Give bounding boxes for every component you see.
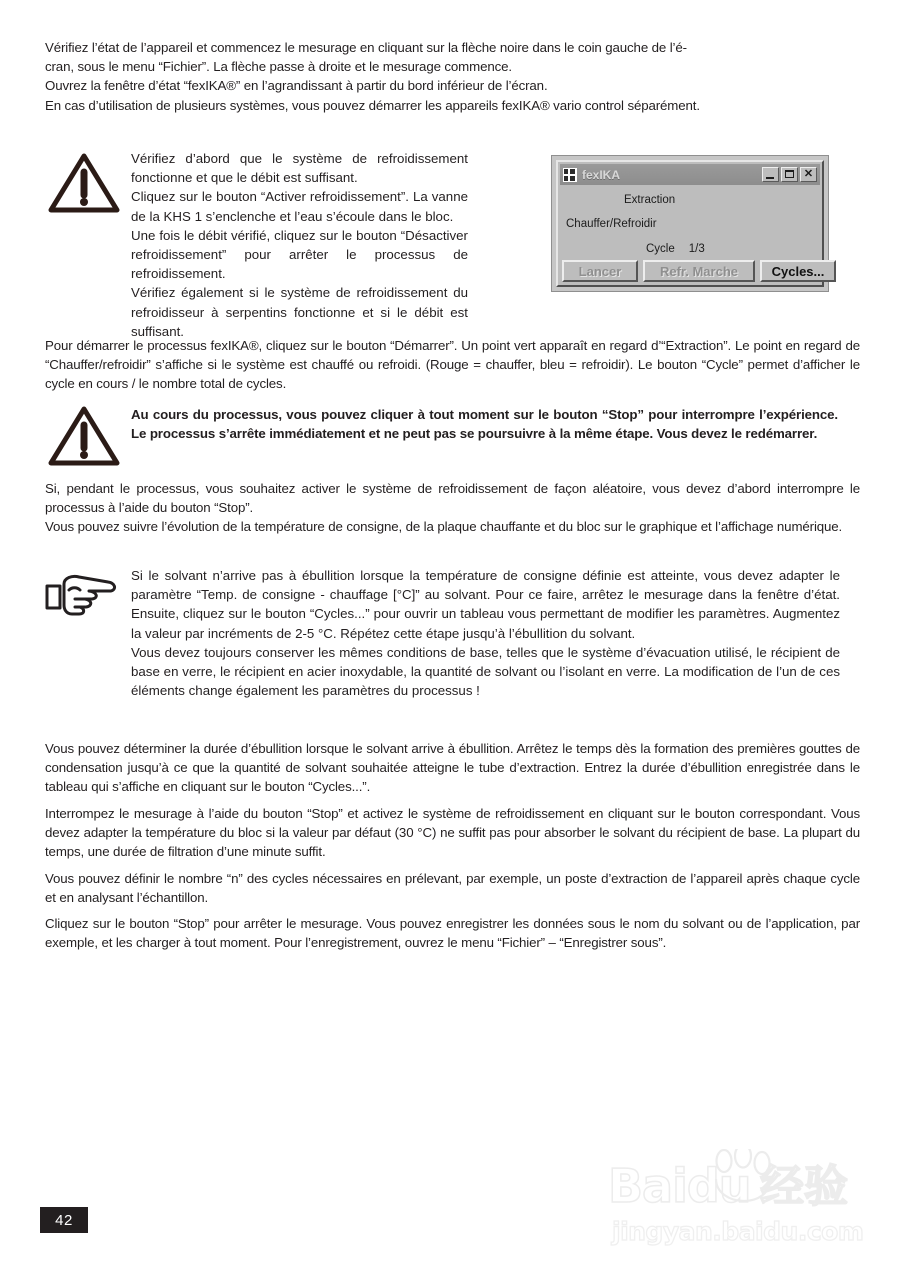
paragraph-7: Cliquez sur le bouton “Stop” pour arrêter le mesurage. Vous pouvez enregistrer les données sous le nom du solvant ou de l’application, par exemple, et les charger à tout moment. Pour l’enregistrement, ouvrez le menu “Fichier” – “Enregistrer sous”.: [45, 916, 860, 951]
cycle-value: 1/3: [688, 243, 705, 255]
cycles-button[interactable]: Cycles...: [760, 260, 836, 282]
pointing-hand-icon: [45, 574, 121, 620]
maximize-button[interactable]: [781, 167, 798, 182]
paragraph-5: Interrompez le mesurage à l’aide du bouton “Stop” et activez le système de refroidissement en cliquant sur le bouton correspondant. Vous devez adapter la température du bloc si la valeur par défaut (30 °C) ne suffit pas pour absorber le solvant du récipient de base. La plupart du temps, une durée de filtration d’une minute suffit.: [45, 806, 860, 860]
watermark-brand: [608, 1159, 751, 1213]
cycle-status-row: [646, 243, 705, 255]
intro-line-2: cran, sous le menu “Fichier”. La flèche passe à droite et le mesurage commence.: [45, 59, 512, 75]
minimize-button[interactable]: [762, 167, 779, 182]
watermark-url: jingyan.baidu.com: [612, 1217, 864, 1246]
intro-paragraph: [45, 38, 860, 115]
text-line: Cliquez sur le bouton “Activer refroidissement”. La vanne de la KHS 1 s’enclenche et l’eau s’écoule dans le bloc.: [131, 189, 468, 224]
heat-cool-status-label: Chauffer/Refroidir: [566, 218, 657, 230]
watermark-brand-prefix: Bai: [608, 1159, 687, 1213]
text-line: Vous devez toujours conserver les mêmes conditions de base, telles que le système d’évacuation utilisé, le récipient de base en verre, le récipient en acier inoxydable, la quantité de solvant ou l’isolant en verre. La modification de l’un de ces éléments change également les paramètres du processus !: [131, 644, 840, 699]
paragraph-3: [45, 479, 860, 537]
page-number: 42: [40, 1207, 88, 1233]
intro-line-1: Vérifiez l’état de l’appareil et commencez le mesurage en cliquant sur la flèche noire dans le coin gauche de l’é-: [45, 40, 687, 55]
paw-print-icon: [704, 1149, 780, 1210]
intro-line-4: En cas d’utilisation de plusieurs systèmes, vous pouvez démarrer les appareils fexIKA® vario control séparément.: [45, 97, 700, 113]
warning-1-text: [131, 149, 468, 341]
watermark-chinese: 经验: [760, 1161, 848, 1212]
watermark-brand-suffix: du: [686, 1159, 751, 1213]
dialog-titlebar[interactable]: [560, 164, 820, 185]
note-block-hand: [45, 570, 840, 720]
paragraph-2: Pour démarrer le processus fexIKA®, cliquez sur le bouton “Démarrer”. Un point vert apparaît en regard d’“Extraction”. Le point en regard de “Chauffer/refroidir” s’affiche si le système est chauffé ou refroidi. (Rouge = chauffer, bleu = refroidir). Le bouton “Cycle” permet d’afficher le cycle en cours / le nombre total de cycles.: [45, 338, 860, 392]
intro-line-3: Ouvrez la fenêtre d’état “fexIKA®” en l’agrandissant à partir du bord inférieur de l’écran.: [45, 78, 548, 94]
text-line: Une fois le débit vérifié, cliquez sur le bouton “Désactiver refroidissement” pour arrêter le processus de refroidissement.: [131, 227, 468, 282]
close-glyph: ✕: [803, 168, 814, 180]
fexika-status-window[interactable]: [551, 155, 829, 292]
cycle-label: Cycle: [646, 243, 675, 255]
window-controls: [762, 167, 817, 182]
app-grid-icon: [563, 168, 577, 182]
text-line: Si, pendant le processus, vous souhaitez activer le système de refroidissement de façon aléatoire, vous devez d’abord interrompre le processus à l’aide du bouton “Stop”.: [45, 481, 860, 516]
warning-triangle-icon: [48, 405, 120, 467]
paragraph-6: Vous pouvez définir le nombre “n” des cycles nécessaires en prélevant, par exemple, un poste d’extraction de l’appareil après chaque cycle et en analysant l’échantillon.: [45, 871, 860, 906]
warning-block-2: [48, 405, 838, 485]
dialog-button-row: [562, 260, 836, 282]
warning-block-1: [48, 151, 468, 339]
refr-marche-button[interactable]: Refr. Marche: [643, 260, 755, 282]
baidu-watermark: [608, 1155, 870, 1255]
dialog-inner-frame: [556, 160, 824, 287]
paragraph-4: Vous pouvez déterminer la durée d’ébullition lorsque le solvant arrive à ébullition. Arrêtez le temps dès la formation des premières gouttes de condensation jusqu’à ce que la quantité de solvant souhaitée atteigne le tube d’extraction. Entrez la durée d’ébullition enregistrée dans le tableau qui s’affiche en cliquant sur le bouton “Cycles...”.: [45, 741, 860, 795]
lancer-button[interactable]: Lancer: [562, 260, 638, 282]
text-line: Si le solvant n’arrive pas à ébullition lorsque la température de consigne définie est atteinte, vous devez adapter le paramètre “Temp. de consigne - chauffage [°C]” au solvant. Pour ce faire, arrêtez le mesurage dans la fenêtre d’état. Ensuite, cliquez sur le bouton “Cycles...” pour ouvrir un tableau vous permettant de modifier les paramètres. Augmentez la valeur par incréments de 2-5 °C. Répétez cette étape jusqu’à l’ébullition du solvant.: [131, 568, 840, 641]
text-line: Vérifiez d’abord que le système de refroidissement fonctionne et que le débit est suffisant.: [131, 151, 468, 186]
dialog-body: [560, 187, 825, 283]
close-icon[interactable]: [800, 167, 817, 182]
text-line: Vous pouvez suivre l’évolution de la température de consigne, de la plaque chauffante et du bloc sur le graphique et l’affichage numérique.: [45, 519, 843, 535]
warning-triangle-icon: [48, 152, 120, 214]
note-hand-text: [131, 566, 840, 700]
extraction-status-label: Extraction: [624, 194, 676, 206]
text-line: Vérifiez également si le système de refroidissement du refroidisseur à serpentins fonctionne et si le débit est suffisant.: [131, 285, 468, 339]
warning-2-text: Au cours du processus, vous pouvez cliquer à tout moment sur le bouton “Stop” pour interrompre l’expérience. Le processus s’arrête immédiatement et ne peut pas se poursuivre à la même étape. Vous devez le redémarrer.: [131, 407, 838, 442]
dialog-title: fexIKA: [582, 167, 621, 182]
